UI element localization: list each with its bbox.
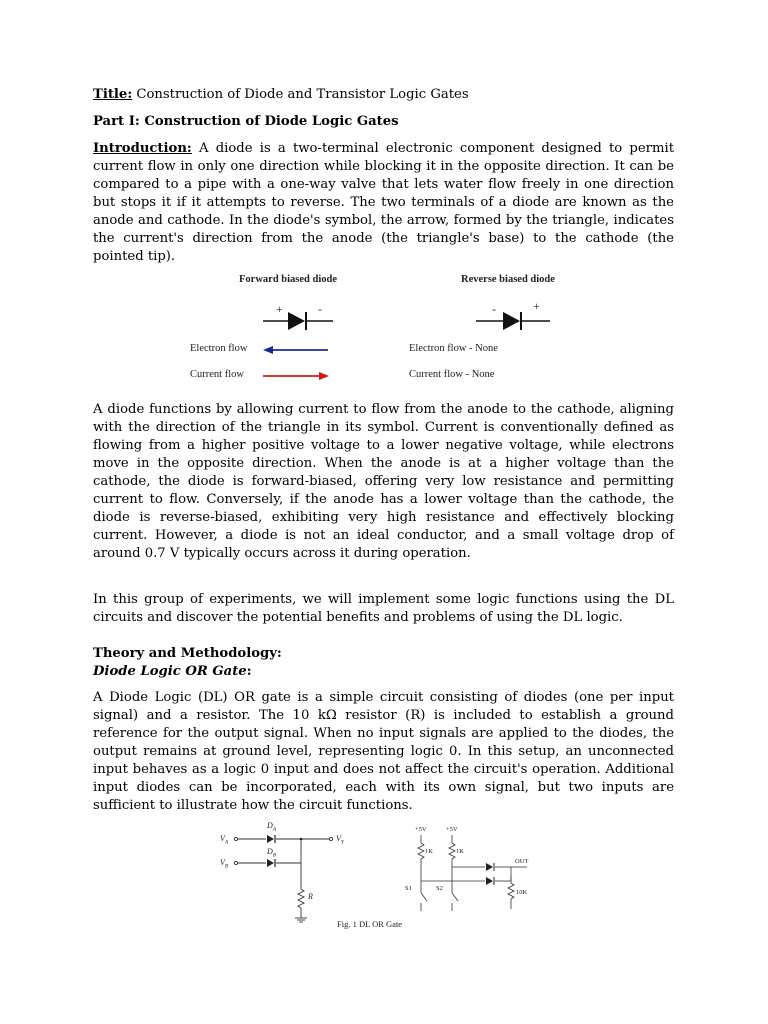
doc-title [93,86,674,104]
1k-label-2: 1K [456,848,464,855]
s2-label: S2 [436,885,443,892]
da-letter: D [267,821,273,830]
current-flow-arrow-icon [263,372,329,380]
or-gate-heading [93,663,674,681]
or-gate-paragraph: A Diode Logic (DL) OR gate is a simple circuit consisting of diodes (one per input signal) and a resistor. The 10 kΩ resistor (R) is included to establish a ground reference for the output signal. When no input signals are applied to the diodes, the output remains at ground level, representing logic 0. In this setup, an unconnected input behaves as a logic 0 input and does not affect the circuit's operation. Additional input diodes can be incorporated, each with its own signal, but two inputs are sufficient to illustrate how the circuit functions. [93,690,674,813]
diode-b-icon [267,859,274,867]
or-gate-heading-text: Diode Logic OR Gate [93,664,247,679]
diode-bias-drawing [93,269,674,401]
intro-paragraph [93,140,674,266]
part1-heading: Part I: Construction of Diode Logic Gates [93,114,399,129]
or-gate-schematic [93,821,674,933]
db-subscript: B [272,852,277,859]
title-text: Construction of Diode and Transistor Logic Gates [132,87,469,102]
diode-bias-figure [93,269,674,401]
vy-letter: V [336,834,341,843]
va-label [220,834,228,846]
out-label: OUT [515,858,529,865]
reverse-minus-sign: - [492,302,496,316]
10k-label: 10K [516,889,528,896]
vb-letter: V [220,858,225,867]
electron-flow-arrow-icon [263,346,328,354]
or-gate-heading-colon: : [246,664,252,679]
vy-label [336,834,344,846]
electron-flow-none-label: Electron flow - None [409,343,498,354]
va-subscript: A [224,839,229,846]
figure-caption: Fig. 1 DL OR Gate [337,919,403,929]
document-page [93,86,674,933]
forward-plus-sign: + [276,302,283,316]
forward-diode-icon [263,312,333,330]
da-label [267,821,276,833]
forward-minus-sign: - [318,302,322,316]
db-label [267,847,276,859]
current-flow-none-label: Current flow - None [409,369,495,380]
plus5v-label-2: +5V [446,826,458,833]
experiments-paragraph: In this group of experiments, we will implement some logic functions using the DL circuits and discover the potential benefits and problems of using the DL logic. [93,592,674,625]
diode-a-icon [267,835,274,843]
vb-label [220,858,228,870]
r-label: R [308,892,313,901]
reverse-biased-title: Reverse biased diode [461,274,555,285]
1k-label-1: 1K [425,848,433,855]
vy-subscript: Y [340,839,344,846]
current-flow-label: Current flow [190,369,244,380]
va-letter: V [220,834,225,843]
intro-text: A diode is a two-terminal electronic component designed to permit current flow in only one direction while blocking it in the opposite direction. It can be compared to a pipe with a one-way valve that lets water flow freely in one direction but stops it if it attempts to reverse. The two terminals of a diode are known as the anode and cathode. In the diode's symbol, the arrow, formed by the triangle, indicates the current's direction from the anode (the triangle's base) to the cathode (the pointed tip). [93,141,674,264]
s1-label: S1 [405,885,412,892]
db-letter: D [267,847,273,856]
diode-function-paragraph: A diode functions by allowing current to flow from the anode to the cathode, aligning with the direction of the triangle in its symbol. Current is conventionally defined as flowing from a higher positive voltage to a lower negative voltage, while electrons move in the opposite direction. When the anode is at a higher voltage than the cathode, the diode is forward-biased, offering very low resistance and permitting current to flow. Conversely, if the anode has a lower voltage than the cathode, the diode is reverse-biased, exhibiting very high resistance and effectively blocking current. However, a diode is not an ideal conductor, and a small voltage drop of around 0.7 V typically occurs across it during operation. [93,402,674,561]
switch-diode-2-icon [486,877,493,885]
reverse-plus-sign: + [533,299,540,313]
plus5v-label-1: +5V [415,826,427,833]
title-label: Title: [93,87,133,102]
forward-biased-title: Forward biased diode [239,274,338,285]
da-subscript: A [272,826,277,833]
or-gate-figure [93,821,674,933]
switch-diode-1-icon [486,863,493,871]
electron-flow-label: Electron flow [190,343,248,354]
vb-subscript: B [224,863,229,870]
reverse-diode-icon [476,312,550,330]
intro-label: Introduction: [93,141,192,156]
theory-heading: Theory and Methodology: [93,646,282,661]
